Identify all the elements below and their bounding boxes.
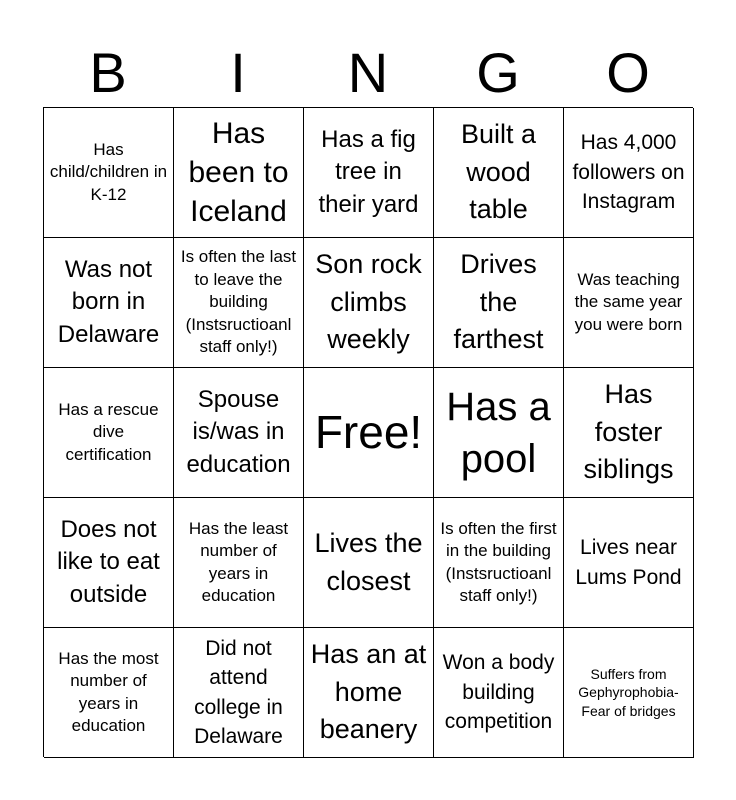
bingo-cell-r4c4[interactable] (434, 498, 564, 628)
cell-text: Lives the closest (314, 527, 423, 596)
bingo-cell-r5c2[interactable] (174, 628, 304, 758)
header-letter-i: I (230, 41, 246, 104)
header-letter-g: G (476, 41, 520, 104)
header-letter-o: O (606, 41, 650, 104)
bingo-cell-r4c2[interactable] (174, 498, 304, 628)
cell-text: Has foster siblings (583, 378, 674, 485)
cell-text: Son rock climbs weekly (315, 248, 422, 355)
bingo-cell-r5c1[interactable] (44, 628, 174, 758)
bingo-cell-r1c1[interactable] (44, 108, 174, 238)
cell-text: Was teaching the same year you were born (574, 269, 683, 334)
bingo-cell-r4c1[interactable] (44, 498, 174, 628)
bingo-cell-r1c3[interactable] (304, 108, 434, 238)
cell-text: Drives the farthest (453, 248, 544, 355)
cell-text: Does not like to eat outside (57, 515, 160, 608)
bingo-cell-r3c5[interactable] (564, 368, 694, 498)
cell-text: Has 4,000 followers on Instagram (572, 131, 685, 214)
cell-text: Has a pool (446, 384, 551, 481)
cell-text: Has a rescue dive certification (58, 399, 159, 464)
bingo-cell-free[interactable] (304, 368, 434, 498)
header-letter-n: N (347, 41, 389, 104)
bingo-cell-r2c5[interactable] (564, 238, 694, 368)
bingo-cell-r2c3[interactable] (304, 238, 434, 368)
bingo-cell-r2c4[interactable] (434, 238, 564, 368)
cell-text: Has the least number of years in education (188, 518, 289, 605)
cell-text: Built a wood table (460, 118, 537, 225)
cell-text: Has child/children in K-12 (49, 139, 168, 204)
cell-text: Has been to Iceland (188, 117, 289, 228)
cell-text: Spouse is/was in education (186, 385, 291, 478)
header-letter-b: B (89, 41, 127, 104)
bingo-cell-r3c1[interactable] (44, 368, 174, 498)
cell-text: Has the most number of years in education (58, 648, 159, 735)
cell-text: Has a fig tree in their yard (318, 125, 419, 218)
bingo-cell-r1c4[interactable] (434, 108, 564, 238)
bingo-cell-r4c5[interactable] (564, 498, 694, 628)
cell-text: Is often the last to leave the building (Instsructioanl staff only!) (180, 247, 297, 357)
bingo-cell-r3c2[interactable] (174, 368, 304, 498)
bingo-cell-r2c2[interactable] (174, 238, 304, 368)
cell-text: Lives near Lums Pond (575, 536, 682, 589)
bingo-cell-r5c5[interactable] (564, 628, 694, 758)
bingo-cell-r3c4[interactable] (434, 368, 564, 498)
bingo-cell-r5c3[interactable] (304, 628, 434, 758)
bingo-cell-r5c4[interactable] (434, 628, 564, 758)
cell-text: Has an at home beanery (310, 638, 427, 745)
bingo-cell-r1c5[interactable] (564, 108, 694, 238)
bingo-cell-r4c3[interactable] (304, 498, 434, 628)
cell-text: Is often the first in the building (Instsructioanl staff only!) (440, 518, 557, 605)
cell-text: Won a body building competition (442, 651, 555, 734)
bingo-cell-r2c1[interactable] (44, 238, 174, 368)
bingo-board (43, 107, 693, 757)
cell-text: Did not attend college in Delaware (194, 636, 283, 748)
bingo-header (43, 38, 693, 108)
free-space-text: Free! (314, 405, 423, 458)
cell-text: Suffers from Gephyrophobia- Fear of bridges (578, 666, 679, 719)
cell-text: Was not born in Delaware (57, 255, 160, 348)
bingo-cell-r1c2[interactable] (174, 108, 304, 238)
